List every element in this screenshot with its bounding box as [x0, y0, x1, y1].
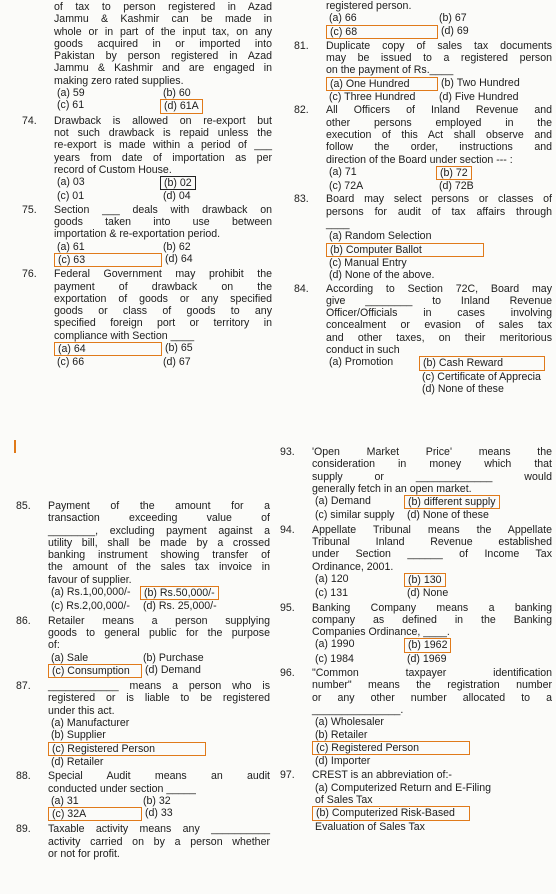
question-number: 82. — [294, 104, 309, 117]
option[interactable]: (d) None of the above. — [329, 269, 435, 282]
question-line: _______________. — [312, 703, 404, 716]
question-number: 97. — [280, 769, 295, 782]
question-line: According to Section 72C, Board may — [326, 282, 552, 295]
option[interactable]: (a) 64 — [54, 342, 162, 356]
question — [294, 282, 552, 396]
question-line: activity carried on by a person whether — [48, 835, 270, 848]
option[interactable]: (c) Certificate of Apprecia — [422, 370, 541, 383]
question-line: or any other number allocated to a — [312, 691, 552, 704]
question-line: All Officers of Inland Revenue and — [326, 104, 552, 117]
option-row — [48, 600, 270, 612]
option[interactable]: (b) 60 — [163, 87, 191, 100]
option[interactable]: (b) 65 — [165, 342, 193, 355]
question-number: 81. — [294, 39, 309, 52]
question-line: registered or is liable to be registered — [48, 692, 270, 705]
option[interactable]: (b) 72 — [436, 166, 472, 180]
question-line: goods to general public for the purpose — [48, 626, 270, 639]
option[interactable]: Evaluation of Sales Tax — [315, 820, 425, 833]
question-line: Tribunal Inland Revenue established — [312, 536, 552, 549]
question-line: company as defined in the Banking — [312, 613, 552, 626]
question-line: consideration in money which that — [312, 458, 552, 471]
option-row — [326, 91, 552, 103]
question-line: Special Audit means an audit — [48, 770, 270, 783]
option[interactable]: (c) 61 — [57, 99, 85, 112]
question-line: Retailer means a person supplying — [48, 614, 270, 627]
option[interactable]: (a) 66 — [329, 12, 357, 25]
question-line: concealment or evasion of sales tax — [326, 319, 552, 332]
option-row — [326, 166, 552, 180]
question — [16, 823, 270, 861]
option-row — [54, 190, 272, 202]
option[interactable]: (b) 62 — [163, 240, 191, 253]
question-line: generally fetch in an open market. — [312, 482, 472, 495]
question — [326, 0, 552, 39]
question-line: re-export is made within a period of ___ — [54, 139, 272, 152]
option-row — [48, 664, 270, 678]
question-line: direction of the Board under section --- : — [326, 153, 513, 166]
option[interactable]: (d) None of these — [422, 382, 504, 395]
question — [16, 770, 270, 821]
question-line: follow the order, instructions and — [326, 141, 552, 154]
option[interactable]: (c) Consumption — [48, 664, 142, 678]
question-line: goods acquired in or imported into — [54, 37, 272, 50]
question-number: 93. — [280, 446, 295, 458]
question-line: specified foreign port or territory in — [54, 317, 272, 330]
question-line: years from date of importation as per — [54, 151, 272, 164]
option[interactable]: (a) Computerized Return and E-Filing — [315, 781, 492, 794]
option[interactable]: (c) Manual Entry — [329, 256, 407, 269]
question-line: ____________ means a person who is — [48, 680, 270, 693]
option[interactable]: (c) 131 — [315, 587, 348, 600]
option[interactable]: (b) Supplier — [51, 729, 106, 742]
option[interactable]: (c) similar supply — [315, 509, 395, 522]
question — [280, 446, 552, 522]
option[interactable]: (c) Three Hundred — [329, 91, 416, 104]
question-line: on the payment of Rs.____ — [326, 64, 454, 77]
question-number: 75. — [22, 203, 37, 216]
option[interactable]: (c) 72A — [329, 180, 364, 193]
option-row — [326, 12, 552, 24]
question-line: Jammu & Kashmir can be made in — [54, 13, 272, 26]
question — [22, 114, 272, 203]
option-row — [312, 509, 552, 521]
option[interactable]: (d) 1969 — [407, 652, 447, 665]
question — [16, 614, 270, 678]
question-line: supply or _____________ would — [312, 470, 552, 483]
option[interactable]: (b) Two Hundred — [441, 76, 520, 89]
question-line: not such drawback is repaid unless the — [54, 126, 272, 139]
option[interactable]: (c) 01 — [57, 190, 85, 203]
option[interactable]: (a) Demand — [315, 495, 371, 508]
option-row — [54, 176, 272, 190]
option[interactable]: (a) One Hundred — [326, 77, 438, 91]
option-row — [48, 652, 270, 664]
column-right-top — [294, 0, 552, 395]
question-number: 84. — [294, 282, 309, 295]
question-line: of: — [48, 639, 60, 652]
question-line: give ________ to Inland Revenue — [326, 294, 552, 307]
question-line: Section ___ deals with drawback on — [54, 203, 272, 216]
option[interactable]: (d) Demand — [145, 663, 201, 676]
option-row — [326, 356, 552, 370]
option[interactable]: (b) Rs.50,000/- — [140, 586, 219, 600]
option[interactable]: (a) Sale — [51, 651, 89, 664]
question-number: 85. — [16, 500, 31, 512]
option-row — [54, 87, 272, 99]
option[interactable]: (a) 120 — [315, 572, 349, 585]
question-line: registered person. — [326, 0, 412, 12]
question-line: exportation of goods or any specified — [54, 292, 272, 305]
question-line: Board may select persons or classes of — [326, 193, 552, 206]
option-row — [54, 99, 272, 113]
question-line: CREST is an abbreviation of:- — [312, 769, 452, 782]
question-number: 88. — [16, 770, 31, 783]
question-line: Drawback is allowed on re-export but — [54, 114, 272, 127]
question-line: importation & re-exportation period. — [54, 228, 221, 241]
option[interactable]: (a) 1990 — [315, 638, 355, 651]
question-line: of tax to person registered in Azad — [54, 1, 272, 13]
question-line: and other taxes, on their meritorious — [326, 331, 552, 344]
option[interactable]: (b) different supply — [404, 495, 500, 509]
question — [16, 680, 270, 768]
option[interactable]: (d) 69 — [441, 24, 469, 37]
question-number: 74. — [22, 114, 37, 127]
option[interactable]: (d) Importer — [315, 755, 371, 768]
question-line: under this act. — [48, 704, 115, 717]
option[interactable]: (d) 61A — [160, 99, 203, 113]
question-line: whole or in part of the input tax, on any — [54, 25, 272, 38]
option-row — [54, 241, 272, 253]
option[interactable]: (c) Rs.2,00,000/- — [51, 600, 130, 613]
option[interactable]: (d) Rs. 25,000/- — [143, 600, 217, 613]
option[interactable]: (b) 32 — [143, 794, 171, 807]
option-row — [48, 586, 270, 600]
question-line: execution of this Act shall observe and — [326, 128, 552, 141]
question-line: conduct in such — [326, 344, 400, 357]
option[interactable]: (b) Cash Reward — [419, 356, 545, 370]
option[interactable]: (d) None of these — [407, 509, 489, 522]
option-row — [312, 587, 552, 599]
option[interactable]: (a) 31 — [51, 794, 79, 807]
option-row — [48, 795, 270, 807]
option[interactable]: (b) Purchase — [143, 651, 204, 664]
option[interactable]: (d) Retailer — [51, 755, 104, 768]
option[interactable]: (d) 67 — [163, 356, 191, 369]
question — [294, 104, 552, 193]
question-line: Duplicate copy of sales tax documents — [326, 39, 552, 52]
option-row — [312, 495, 552, 509]
option[interactable]: (a) Wholesaler — [315, 716, 384, 729]
option[interactable]: (d) Five Hundred — [439, 91, 519, 104]
option[interactable]: (b) Computer Ballot — [326, 243, 484, 257]
question-number: 86. — [16, 614, 31, 627]
question-number: 87. — [16, 680, 31, 693]
question — [294, 39, 552, 104]
option[interactable]: (b) Computerized Risk-Based — [312, 806, 470, 820]
question-line: Companies Ordinance, ____. — [312, 626, 450, 639]
question-line: goods taken into use between — [54, 216, 272, 229]
question — [280, 601, 552, 665]
option[interactable]: (c) 32A — [48, 807, 142, 821]
question-line: Pakistan by person registered in Azad — [54, 50, 272, 63]
question-number: 76. — [22, 268, 37, 281]
option[interactable]: (c) 66 — [57, 356, 85, 369]
question-number: 95. — [280, 601, 295, 614]
question-line: goods or class of goods to any — [54, 305, 272, 318]
option[interactable]: (c) 68 — [326, 25, 438, 39]
option[interactable]: (b) Retailer — [315, 728, 368, 741]
question-line: Jammu & Kashmir and are engaged in — [54, 62, 272, 75]
question-number: 96. — [280, 667, 295, 680]
question — [22, 268, 272, 369]
option[interactable]: (d) 64 — [165, 252, 193, 265]
question-line: number" means the registration number — [312, 679, 552, 692]
question-line: conducted under section _____ — [48, 782, 196, 795]
question-line: persons for audit of tax affairs through — [326, 205, 552, 218]
question — [16, 500, 270, 613]
question-line: ____ — [326, 218, 350, 231]
option[interactable]: (a) Rs.1,00,000/- — [51, 586, 131, 599]
question-line: favour of supplier. — [48, 573, 132, 586]
option[interactable]: (a) 61 — [57, 240, 85, 253]
question-line: 'Open Market Price' means the — [312, 446, 552, 458]
question — [280, 523, 552, 600]
option[interactable]: of Sales Tax — [315, 794, 373, 807]
question-line: transaction exceeding value of — [48, 512, 270, 525]
option-row — [54, 342, 272, 356]
option-row — [326, 25, 552, 39]
question-line: Banking Company means a banking — [312, 601, 552, 614]
question-line: compliance with Section ____ — [54, 329, 195, 342]
option[interactable]: (d) 72B — [439, 180, 474, 193]
option[interactable]: (b) 1962 — [404, 638, 451, 652]
question-line: Officer/Officials in cases involving — [326, 307, 552, 320]
option[interactable]: (a) Manufacturer — [51, 717, 130, 730]
option[interactable]: (a) 59 — [57, 87, 85, 100]
option[interactable]: (b) 02 — [160, 176, 196, 190]
question-line: Appellate Tribunal means the Appellate — [312, 523, 552, 536]
question — [22, 203, 272, 267]
question-line: ________, excluding payment against a — [48, 524, 270, 537]
option-row — [326, 77, 552, 91]
question-line: may be issued to a registered person — [326, 52, 552, 65]
option-row — [312, 573, 552, 587]
question-line: Payment of the amount for a — [48, 500, 270, 512]
question-line: or not for profit. — [48, 848, 120, 861]
column-left-top — [22, 0, 272, 369]
question-line: utility bill, shall be made by a crossed — [48, 536, 270, 549]
option[interactable]: (d) None — [407, 587, 449, 600]
question-line: making zero rated supplies. — [54, 74, 184, 87]
margin-mark — [14, 440, 16, 453]
question-line: the amount of the sales tax invoice in — [48, 561, 270, 574]
option[interactable]: (c) 63 — [54, 253, 162, 267]
option-row — [54, 253, 272, 267]
option[interactable]: (c) Registered Person — [312, 741, 470, 755]
option[interactable]: (b) 130 — [404, 573, 446, 587]
option-row — [326, 180, 552, 192]
option-row — [312, 653, 552, 665]
question-line: Taxable activity means any __________ — [48, 823, 270, 836]
question-line: banking instrument showing transfer of — [48, 549, 270, 562]
column-right-bottom — [280, 446, 552, 833]
question-line: "Common taxpayer identification — [312, 667, 552, 680]
option[interactable]: (c) Registered Person — [48, 742, 206, 756]
question-line: Ordinance, 2001. — [312, 560, 394, 573]
question — [294, 193, 552, 282]
question — [54, 1, 272, 114]
option[interactable]: (b) 67 — [439, 12, 467, 25]
question-line: record of Custom House. — [54, 163, 172, 176]
option[interactable]: (d) 04 — [163, 190, 191, 203]
option[interactable]: (d) 33 — [145, 807, 173, 820]
question-line: other persons employed in the — [326, 116, 552, 129]
column-left-bottom — [16, 494, 270, 861]
question-line: Federal Government may prohibit the — [54, 268, 272, 281]
option-row — [54, 356, 272, 368]
question-line: payment of drawback on the — [54, 280, 272, 293]
option[interactable]: (a) Random Selection — [329, 230, 432, 243]
question — [280, 769, 552, 833]
option[interactable]: (a) 03 — [57, 176, 85, 189]
option[interactable]: (a) Promotion — [329, 356, 394, 369]
option-row — [48, 807, 270, 821]
question-number: 83. — [294, 193, 309, 206]
question-line: under Section ______ of Income Tax — [312, 548, 552, 561]
option-row — [312, 638, 552, 652]
question-number: 89. — [16, 823, 31, 836]
question-number: 94. — [280, 523, 295, 536]
question — [280, 667, 552, 768]
option[interactable]: (c) 1984 — [315, 652, 354, 665]
option[interactable]: (a) 71 — [329, 165, 357, 178]
